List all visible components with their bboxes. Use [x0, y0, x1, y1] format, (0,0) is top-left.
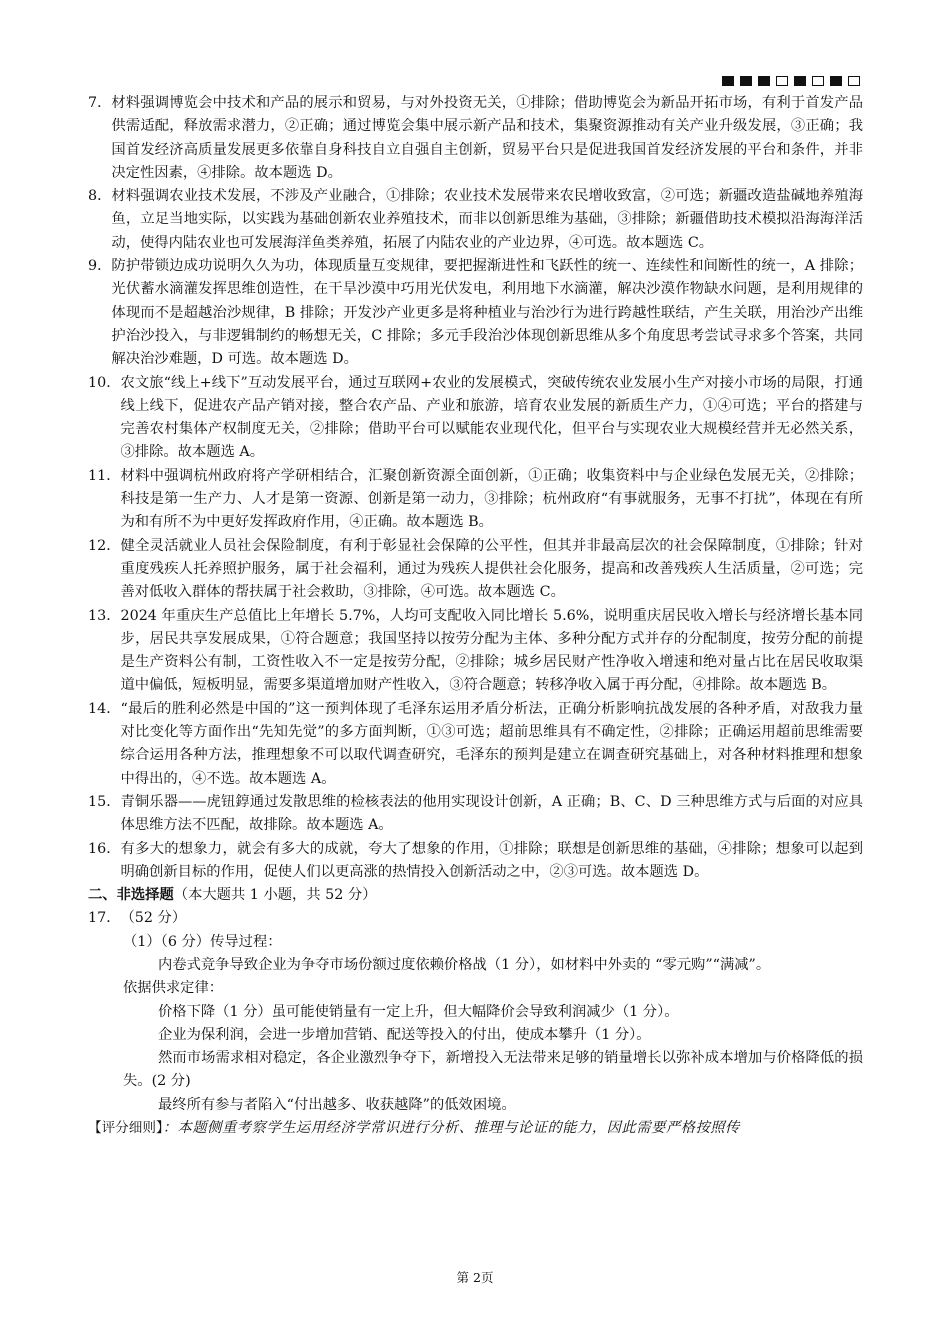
item-text: 2024 年重庆生产总值比上年增长 5.7%，人均可支配收入同比增长 5.6%，说明重庆居民收入增长与经济增长基本同步，居民共享发展成果，①符合题意；我国坚持以按劳分配为主体、多种分配方式并存的分配制度，按劳分配的前提是生产资料公有制，工资性收入不一定是按劳分配，②排除；城乡居民财产性净收入增速和绝对量占比在居民收取渠道中偏低，短板明显，需要多渠道增加财产性收入，③符合题意；转移净收入属于再分配，④排除。故本题选 B。 [120, 607, 863, 694]
header-mark [722, 76, 734, 86]
answer-item-12 [88, 535, 863, 605]
section-title: 二、非选择题 [88, 887, 174, 904]
answer-item-11 [88, 465, 863, 535]
item-number: 14． [88, 700, 121, 717]
answer-item-13 [88, 605, 863, 698]
rubric-label: 【评分细则】 [88, 1120, 163, 1137]
answer-paragraph: 依据供求定律： [123, 980, 224, 997]
item-text: 青铜乐器——虎钮錞通过发散思维的检核表法的他用实现设计创新，A 正确；B、C、D 三种思维方式与后面的对应具体思维方法不匹配，故排除。故本题选 A。 [120, 793, 863, 834]
header-mark [740, 76, 752, 86]
section-heading [88, 884, 863, 907]
header-marks [722, 76, 860, 86]
answer-item-8 [88, 185, 863, 255]
answer-paragraph: 然而市场需求相对稳定，各企业激烈争夺下，新增投入无法带来足够的销量增长以弥补成本增加与价格降低的损失。(2 分) [123, 1050, 863, 1090]
item-text: 材料中强调杭州政府将产学研相结合，汇聚创新资源全面创新，①正确；收集资料中与企业绿色发展无关，②排除；科技是第一生产力、人才是第一资源、创新是第一动力，③排除；杭州政府“有事就服务，无事不打扰”，体现在有所为和有所不为中更好发挥政府作用，④正确。故本题选 B。 [120, 467, 863, 531]
header-mark [848, 76, 860, 86]
item-number: 17． [88, 910, 121, 927]
item-text: 材料强调博览会中技术和产品的展示和贸易，与对外投资无关，①排除；借助博览会为新品开拓市场，有利于首发产品供需适配，释放需求潜力，②正确；通过博览会集中展示新产品和技术，集聚资源推动有关产业升级发展，③正确；我国首发经济高质量发展更多依靠自身科技自立自强自主创新，贸易平台只是促进我国首发经济发展的平台和条件，并非决定性因素，④排除。故本题选 D。 [111, 95, 863, 181]
item-text: 防护带锁边成功说明久久为功，体现质量互变规律，要把握渐进性和飞跃性的统一、连续性和间断性的统一，A 排除；光伏蓄水滴灌发挥思维创造性，在干旱沙漠中巧用光伏发电，利用地下水滴灌，解决沙漠作物缺水问题，是利用规律的体现而不是超越治沙规律，B 排除；开发沙产业更多是将种植业与治沙行为进行跨越性联结，产生关联，用治沙产出维护治沙投入，与非逻辑制约的畅想无关，C 排除；多元手段治沙体现创新思维从多个角度思考尝试寻求多个答案，共同解决治沙难题，D 可选。故本题选 D。 [111, 258, 863, 368]
item-number: 16． [88, 840, 121, 857]
page-number: 第 2页 [456, 1270, 494, 1285]
header-mark [794, 76, 806, 86]
answer-item-9 [88, 255, 863, 371]
item-number: 10． [88, 374, 121, 391]
question-score: （52 分） [120, 910, 187, 927]
header-mark [776, 76, 788, 86]
item-number: 13． [88, 607, 121, 624]
answer-paragraph: 内卷式竞争导致企业为争夺市场份额过度依赖价格战（1 分），如材料中外卖的 “零元购”“满减”。 [158, 956, 771, 973]
answer-item-14 [88, 698, 863, 791]
header-mark [812, 76, 824, 86]
item-text: 健全灵活就业人员社会保险制度，有利于彰显社会保障的公平性，但其并非最高层次的社会保障制度，①排除；针对重度残疾人托养照护服务，属于社会福利，通过为残疾人提供社会化服务，提高和改善残疾人生活质量，②可选；完善对低收入群体的帮扶属于社会救助，③排除，④可选。故本题选 C。 [120, 537, 863, 601]
part-1-heading: （1）（6 分）传导过程： [123, 933, 282, 950]
answer-paragraph: 价格下降（1 分）虽可能使销量有一定上升，但大幅降价会导致利润减少（1 分）。 [158, 1003, 679, 1020]
answer-item-7 [88, 92, 863, 185]
section-note: （本大题共 1 小题，共 52 分） [173, 887, 377, 904]
answer-item-16 [88, 838, 863, 885]
answer-item-15 [88, 791, 863, 838]
question-17-header [88, 907, 863, 930]
item-number: 12． [88, 537, 121, 554]
answer-paragraph: 企业为保利润，会进一步增加营销、配送等投入的付出，使成本攀升（1 分）。 [158, 1026, 651, 1043]
item-number: 8． [88, 188, 112, 205]
item-text: “最后的胜利必然是中国的”这一预判体现了毛泽东运用矛盾分析法，正确分析影响抗战发展的各种矛盾，对敌我力量对比变化等方面作出“先知先觉”的多方面判断，①③可选；超前思维具有不确定性，②排除；正确运用超前思维需要综合运用各种方法，推理想象不可以取代调查研究，毛泽东的预判是建立在调查研究基础上，对各种材料推理和想象中得出的，④不选。故本题选 A。 [120, 700, 863, 787]
answer-paragraph: 最终所有参与者陷入“付出越多、收获越降”的低效困境。 [158, 1096, 516, 1113]
item-text: 农文旅“线上+线下”互动发展平台，通过互联网+农业的发展模式，突破传统农业发展小生产对接小市场的局限，打通线上线下，促进农产品产销对接，整合农产品、产业和旅游，培育农业发展的新质生产力，①④可选；平台的搭建与完善农村集体产权制度无关，②排除；借助平台可以赋能农业现代化，但平台与实现农业大规模经营并无必然关系，③排除。故本题选 A。 [120, 374, 863, 461]
header-mark [830, 76, 842, 86]
header-mark [758, 76, 770, 86]
answer-content [88, 92, 863, 1140]
item-text: 材料强调农业技术发展，不涉及产业融合，①排除；农业技术发展带来农民增收致富，②可选；新疆改造盐碱地养殖海鱼，立足当地实际，以实践为基础创新农业养殖技术，而非以创新思维为基础，③排除；新疆借助技术模拟沿海海洋活动，使得内陆农业也可发展海洋鱼类养殖，拓展了内陆农业的产业边界，④可选。故本题选 C。 [111, 188, 863, 251]
item-text: 有多大的想象力，就会有多大的成就，夸大了想象的作用，①排除；联想是创新思维的基础，④排除；想象可以起到明确创新目标的作用，促使人们以更高涨的热情投入创新活动之中，②③可选。故本题选 D。 [120, 840, 863, 880]
item-number: 11． [88, 467, 121, 484]
item-number: 15． [88, 793, 121, 810]
item-number: 9． [88, 258, 112, 275]
answer-item-10 [88, 372, 863, 465]
item-number: 7． [88, 95, 112, 111]
scoring-rubric [88, 1117, 863, 1140]
rubric-text: ：本题侧重考察学生运用经济学常识进行分析、推理与论证的能力，因此需要严格按照传 [162, 1120, 740, 1137]
